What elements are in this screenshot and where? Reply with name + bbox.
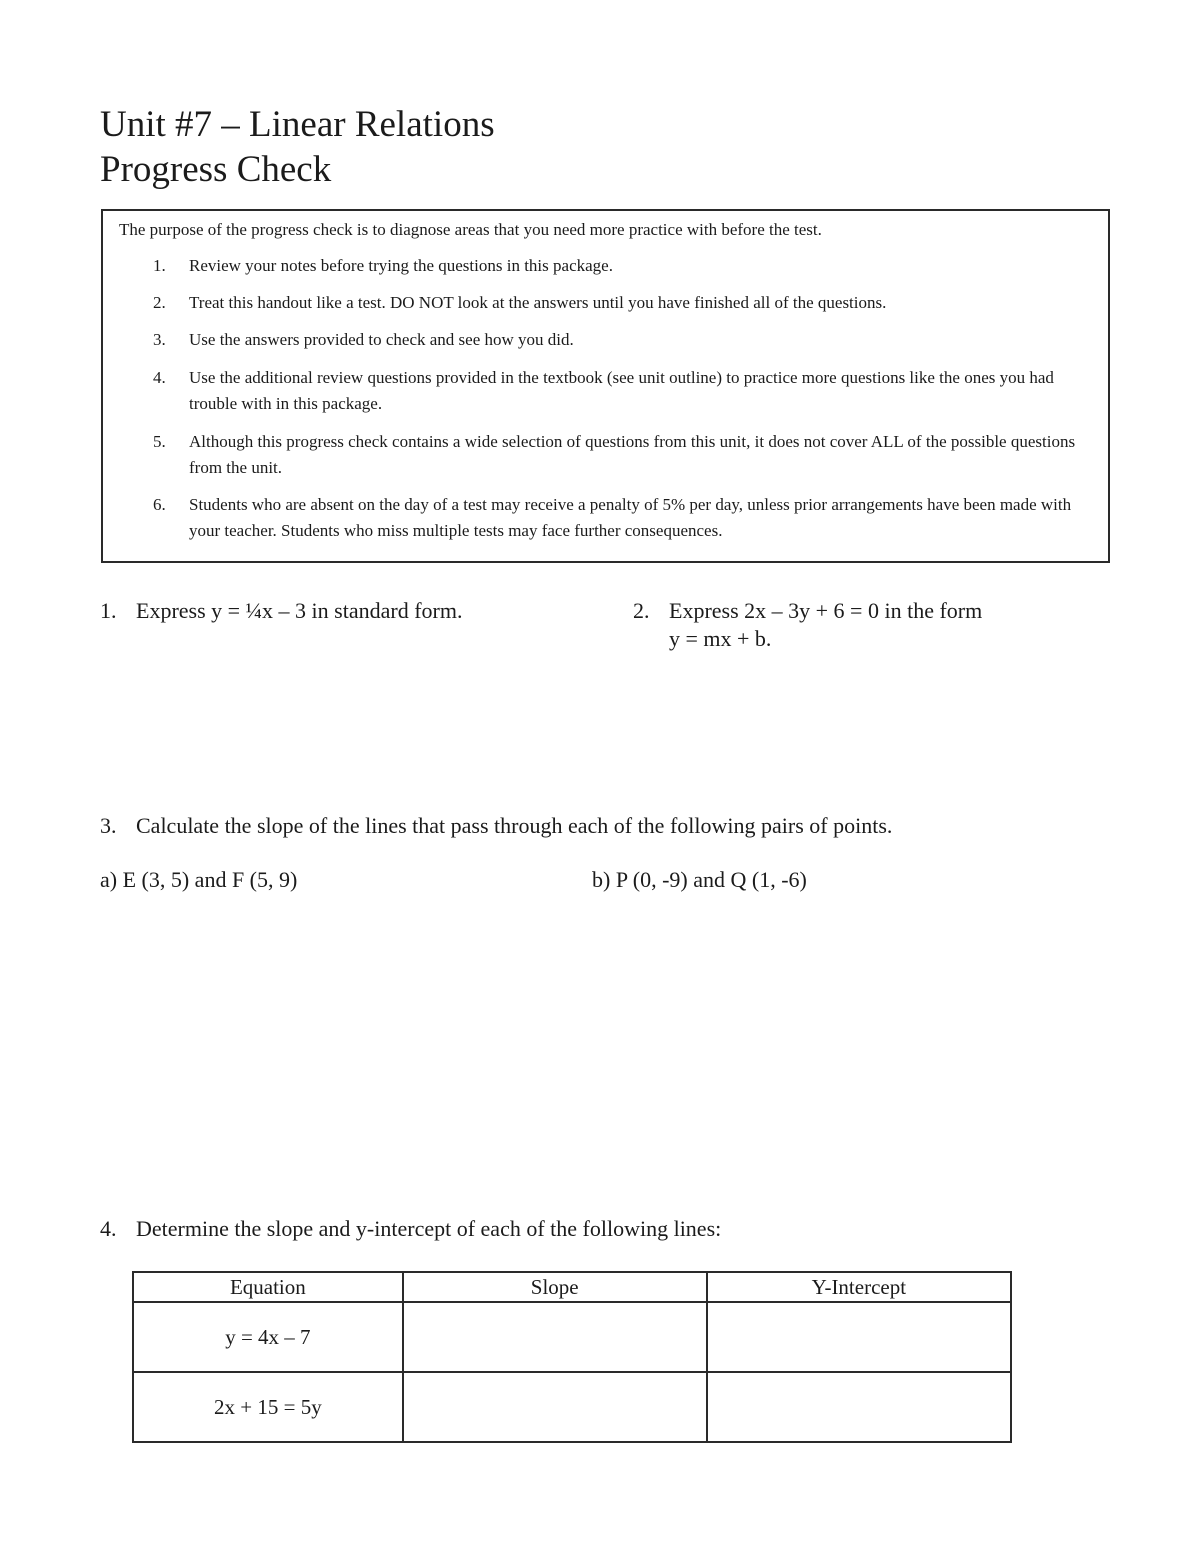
slope-answer-cell[interactable] <box>403 1372 707 1442</box>
header-y-intercept: Y-Intercept <box>707 1272 1011 1302</box>
question-3a: a) E (3, 5) and F (5, 9) <box>100 867 298 892</box>
question-3b: b) P (0, -9) and Q (1, -6) <box>592 867 807 892</box>
question-text: Calculate the slope of the lines that pass through each of the following pairs of points. <box>136 813 893 838</box>
instructions-box <box>101 209 1110 563</box>
table-header-row <box>133 1272 1011 1302</box>
header-equation: Equation <box>133 1272 403 1302</box>
page-subtitle: Progress Check <box>100 149 332 190</box>
instruction-text: Review your notes before trying the questions in this package. <box>189 256 613 275</box>
table-row <box>133 1372 1011 1442</box>
question-text-continued: y = mx + b. <box>669 626 772 651</box>
instruction-item <box>153 429 1088 481</box>
instruction-number: 2. <box>153 293 166 312</box>
question-text: Determine the slope and y-intercept of each of the following lines: <box>136 1216 722 1241</box>
instruction-item <box>153 365 1088 417</box>
instruction-number: 4. <box>153 368 166 387</box>
intercept-answer-cell[interactable] <box>707 1372 1011 1442</box>
instruction-text: Although this progress check contains a wide selection of questions from this unit, it does not cover ALL of the possible questions from the unit. <box>189 432 1076 477</box>
question-1 <box>100 597 462 625</box>
page-title: Unit #7 – Linear Relations <box>100 104 495 145</box>
question-2 <box>633 597 982 653</box>
question-text: Express y = ¼x – 3 in standard form. <box>136 598 463 623</box>
instruction-number: 1. <box>153 256 166 275</box>
intercept-answer-cell[interactable] <box>707 1302 1011 1372</box>
equation-cell: 2x + 15 = 5y <box>133 1372 403 1442</box>
question-number: 2. <box>633 598 650 623</box>
question-number: 3. <box>100 813 117 838</box>
instruction-text: Use the additional review questions provided in the textbook (see unit outline) to practice more questions like the ones you had trouble with in this package. <box>189 368 1054 413</box>
table-row <box>133 1302 1011 1372</box>
question-number: 1. <box>100 598 117 623</box>
instructions-intro: The purpose of the progress check is to diagnose areas that you need more practice with before the test. <box>119 220 822 239</box>
instruction-text: Students who are absent on the day of a test may receive a penalty of 5% per day, unless prior arrangements have been made with your teacher. Students who miss multiple tests may face further consequences. <box>189 495 1072 540</box>
slope-answer-cell[interactable] <box>403 1302 707 1372</box>
instruction-item <box>153 492 1088 544</box>
question-4 <box>100 1215 721 1243</box>
header-slope: Slope <box>403 1272 707 1302</box>
instruction-item <box>153 253 1088 279</box>
instruction-number: 5. <box>153 432 166 451</box>
instruction-text: Use the answers provided to check and see how you did. <box>189 330 574 349</box>
question-number: 4. <box>100 1216 117 1241</box>
instruction-item <box>153 290 1088 316</box>
instruction-item <box>153 327 1088 353</box>
question-3 <box>100 812 892 840</box>
instruction-number: 6. <box>153 495 166 514</box>
slope-intercept-table <box>132 1271 1012 1443</box>
question-text: Express 2x – 3y + 6 = 0 in the form <box>669 598 983 623</box>
instruction-text: Treat this handout like a test. DO NOT look at the answers until you have finished all of the questions. <box>189 293 887 312</box>
equation-cell: y = 4x – 7 <box>133 1302 403 1372</box>
instruction-number: 3. <box>153 330 166 349</box>
